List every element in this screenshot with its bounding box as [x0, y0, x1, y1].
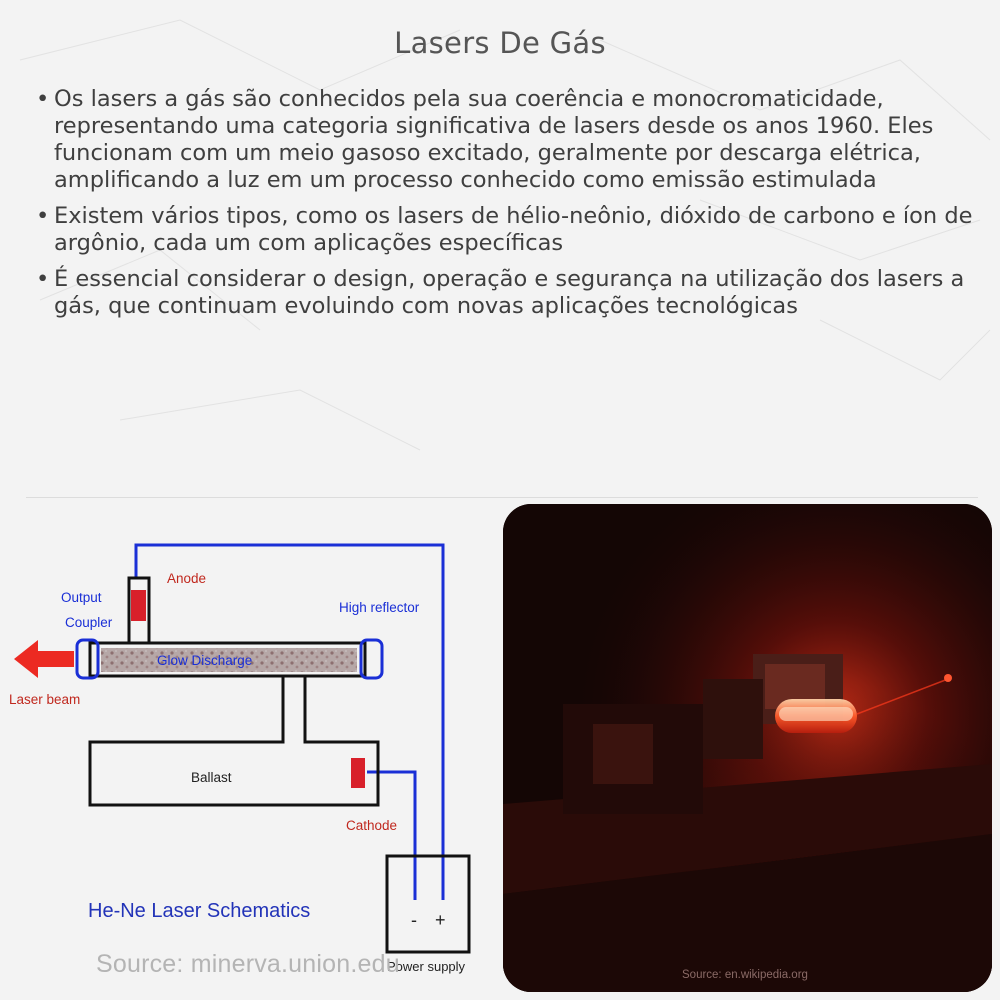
laser-photo: [503, 504, 992, 992]
source-credit-left: Source: minerva.union.edu: [96, 950, 400, 978]
bullet-item: [36, 203, 976, 257]
power-wires: [136, 545, 443, 900]
output-coupler-label-1: Output: [61, 590, 102, 605]
power-supply-box: [387, 856, 469, 952]
power-supply-label: Power supply: [387, 959, 466, 974]
minus-terminal-label: -: [411, 910, 417, 930]
bullet-text: É essencial considerar o design, operação e segurança na utilização dos lasers a gás, que continuam evoluindo com novas aplicações tecnológicas: [54, 266, 965, 319]
bullet-list: [36, 86, 976, 329]
bullet-item: [36, 266, 976, 320]
plus-terminal-label: +: [435, 910, 446, 930]
output-coupler-mirror: [77, 640, 98, 678]
cathode-label: Cathode: [346, 818, 398, 833]
glow-discharge-label: Glow Discharge: [157, 653, 253, 668]
ballast-label: Ballast: [191, 770, 232, 785]
schematic-caption: He-Ne Laser Schematics: [88, 900, 311, 922]
page-title: Lasers De Gás: [394, 26, 606, 60]
laser-beam-arrow: [14, 640, 74, 678]
cathode-electrode: [351, 758, 365, 788]
laser-beam-label: Laser beam: [9, 692, 81, 707]
bullet-dot: •: [36, 86, 50, 112]
he-ne-schematic: [0, 520, 490, 1000]
anode-label: Anode: [167, 571, 207, 586]
bullet-item: [36, 86, 976, 194]
bullet-dot: •: [36, 266, 50, 292]
section-divider: [26, 497, 978, 498]
anode-electrode: [131, 590, 146, 621]
bullet-text: Os lasers a gás são conhecidos pela sua coerência e monocromaticidade, representando uma categoria significativa de lasers desde os anos 1960. Eles funcionam com um meio gasoso excitado, geralmente por descarga elétrica, amplificando a luz em um processo conhecido como emissão estimulada: [54, 86, 934, 193]
source-credit-right: Source: en.wikipedia.org: [682, 969, 808, 981]
output-coupler-label-2: Coupler: [65, 615, 113, 630]
high-reflector-label: High reflector: [339, 600, 420, 615]
bullet-dot: •: [36, 203, 50, 229]
bullet-text: Existem vários tipos, como os lasers de hélio-neônio, dióxido de carbono e íon de argônio, cada um com aplicações específicas: [54, 203, 973, 256]
